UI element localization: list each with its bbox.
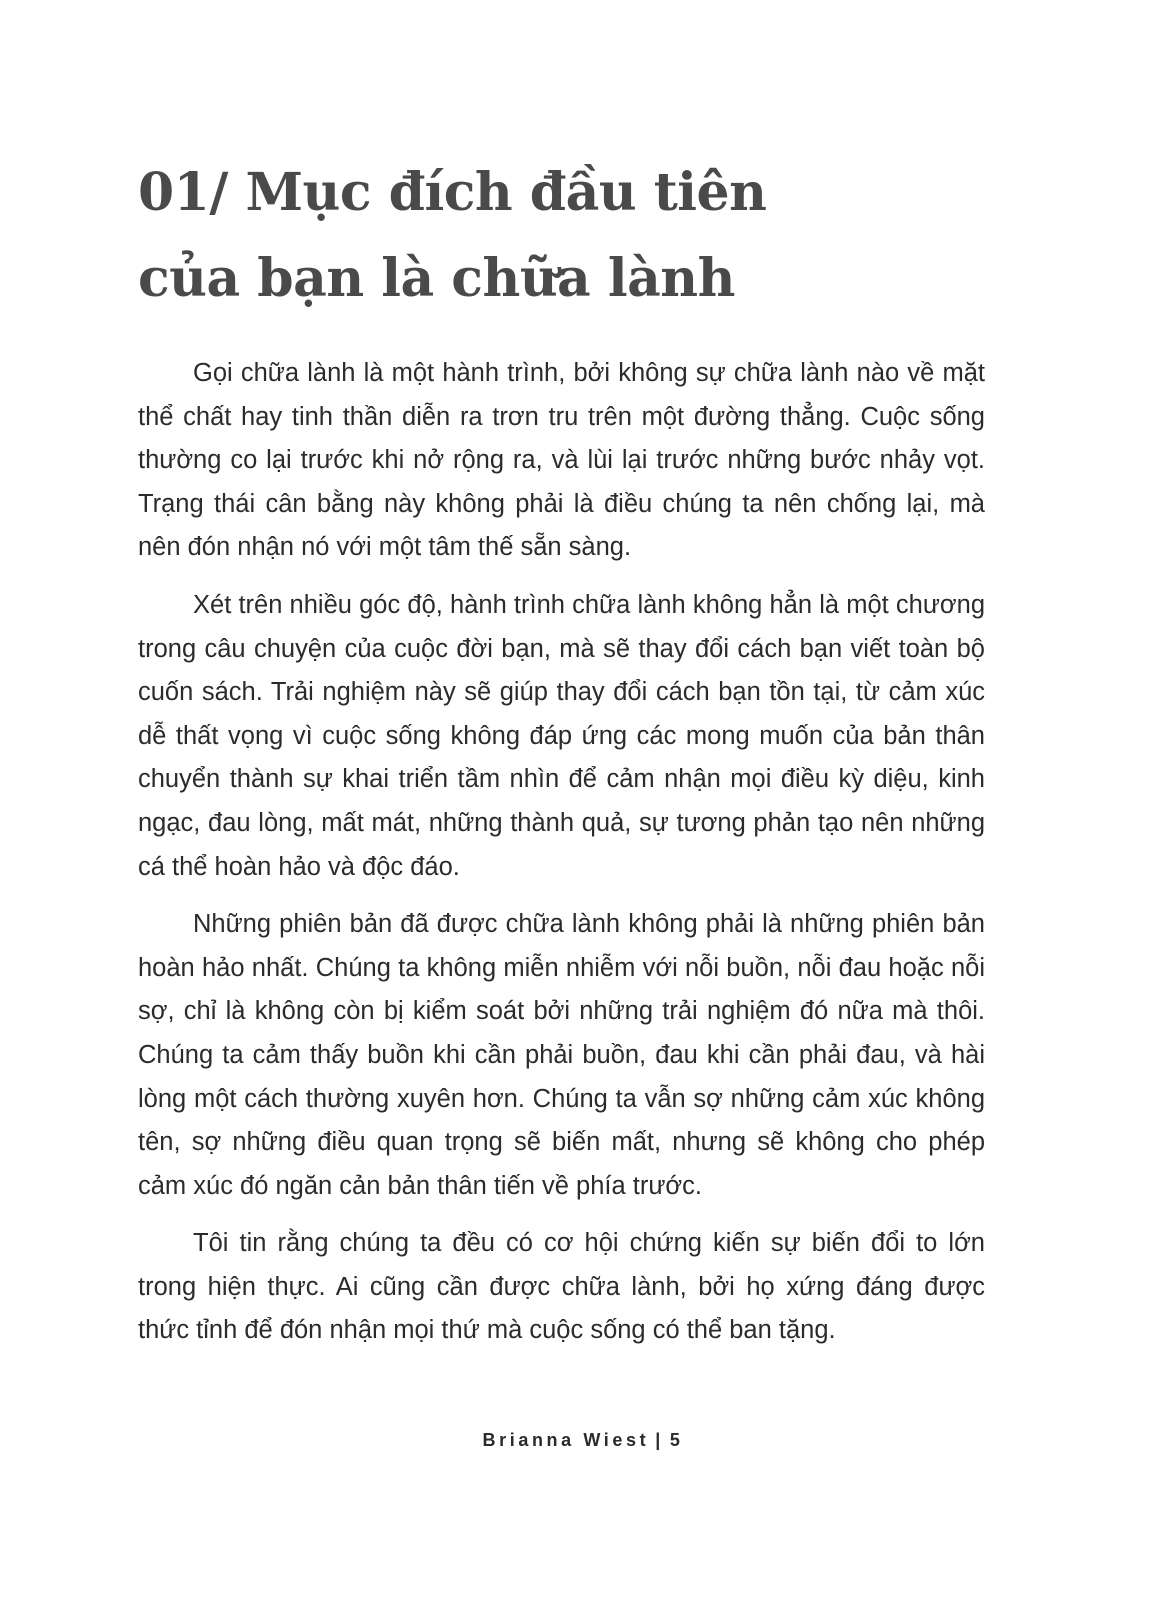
paragraph-3: Những phiên bản đã được chữa lành không phải là những phiên bản hoàn hảo nhất. Chúng ta không miễn nhiễm với nỗi buồn, nỗi đau hoặc nỗi sợ, chỉ là không còn bị kiểm soát bởi những trải nghiệm đó nữa mà thôi. Chúng ta cảm thấy buồn khi cần phải buồn, đau khi cần phải đau, và hài lòng một cách thường xuyên hơn. Chúng ta vẫn sợ những cảm xúc không tên, sợ những điều quan trọng sẽ biến mất, nhưng sẽ không cho phép cảm xúc đó ngăn cản bản thân tiến về phía trước. [138,910,985,1200]
chapter-title-line-1: 01/ Mục đích đầu tiên [138,162,767,223]
paragraph-1: Gọi chữa lành là một hành trình, bởi không sự chữa lành nào về mặt thể chất hay tinh thần diễn ra trơn tru trên một đường thẳng. Cuộc sống thường co lại trước khi nở rộng ra, và lùi lại trước những bước nhảy vọt. Trạng thái cân bằng này không phải là điều chúng ta nên chống lại, mà nên đón nhận nó với một tâm thế sẵn sàng. [138,359,985,562]
footer-separator: | [655,1430,664,1450]
page-number: 5 [669,1430,684,1450]
chapter-body [138,352,985,1367]
paragraph-2: Xét trên nhiều góc độ, hành trình chữa lành không hẳn là một chương trong câu chuyện của cuộc đời bạn, mà sẽ thay đổi cách bạn viết toàn bộ cuốn sách. Trải nghiệm này sẽ giúp thay đổi cách bạn tồn tại, từ cảm xúc dễ thất vọng vì cuộc sống không đáp ứng các mong muốn của bản thân chuyển thành sự khai triển tầm nhìn để cảm nhận mọi điều kỳ diệu, kinh ngạc, đau lòng, mất mát, những thành quả, sự tương phản tạo nên những cá thể hoàn hảo và độc đáo. [138,590,985,881]
paragraph-4: Tôi tin rằng chúng ta đều có cơ hội chứng kiến sự biến đổi to lớn trong hiện thực. Ai cũng cần được chữa lành, bởi họ xứng đáng được thức tỉnh để đón nhận mọi thứ mà cuộc sống có thể ban tặng. [138,1229,985,1345]
chapter-title-line-2: của bạn là chữa lành [138,248,735,309]
footer-author: Brianna Wiest [482,1430,650,1450]
chapter-title [138,150,938,322]
page-footer [0,1430,1166,1451]
